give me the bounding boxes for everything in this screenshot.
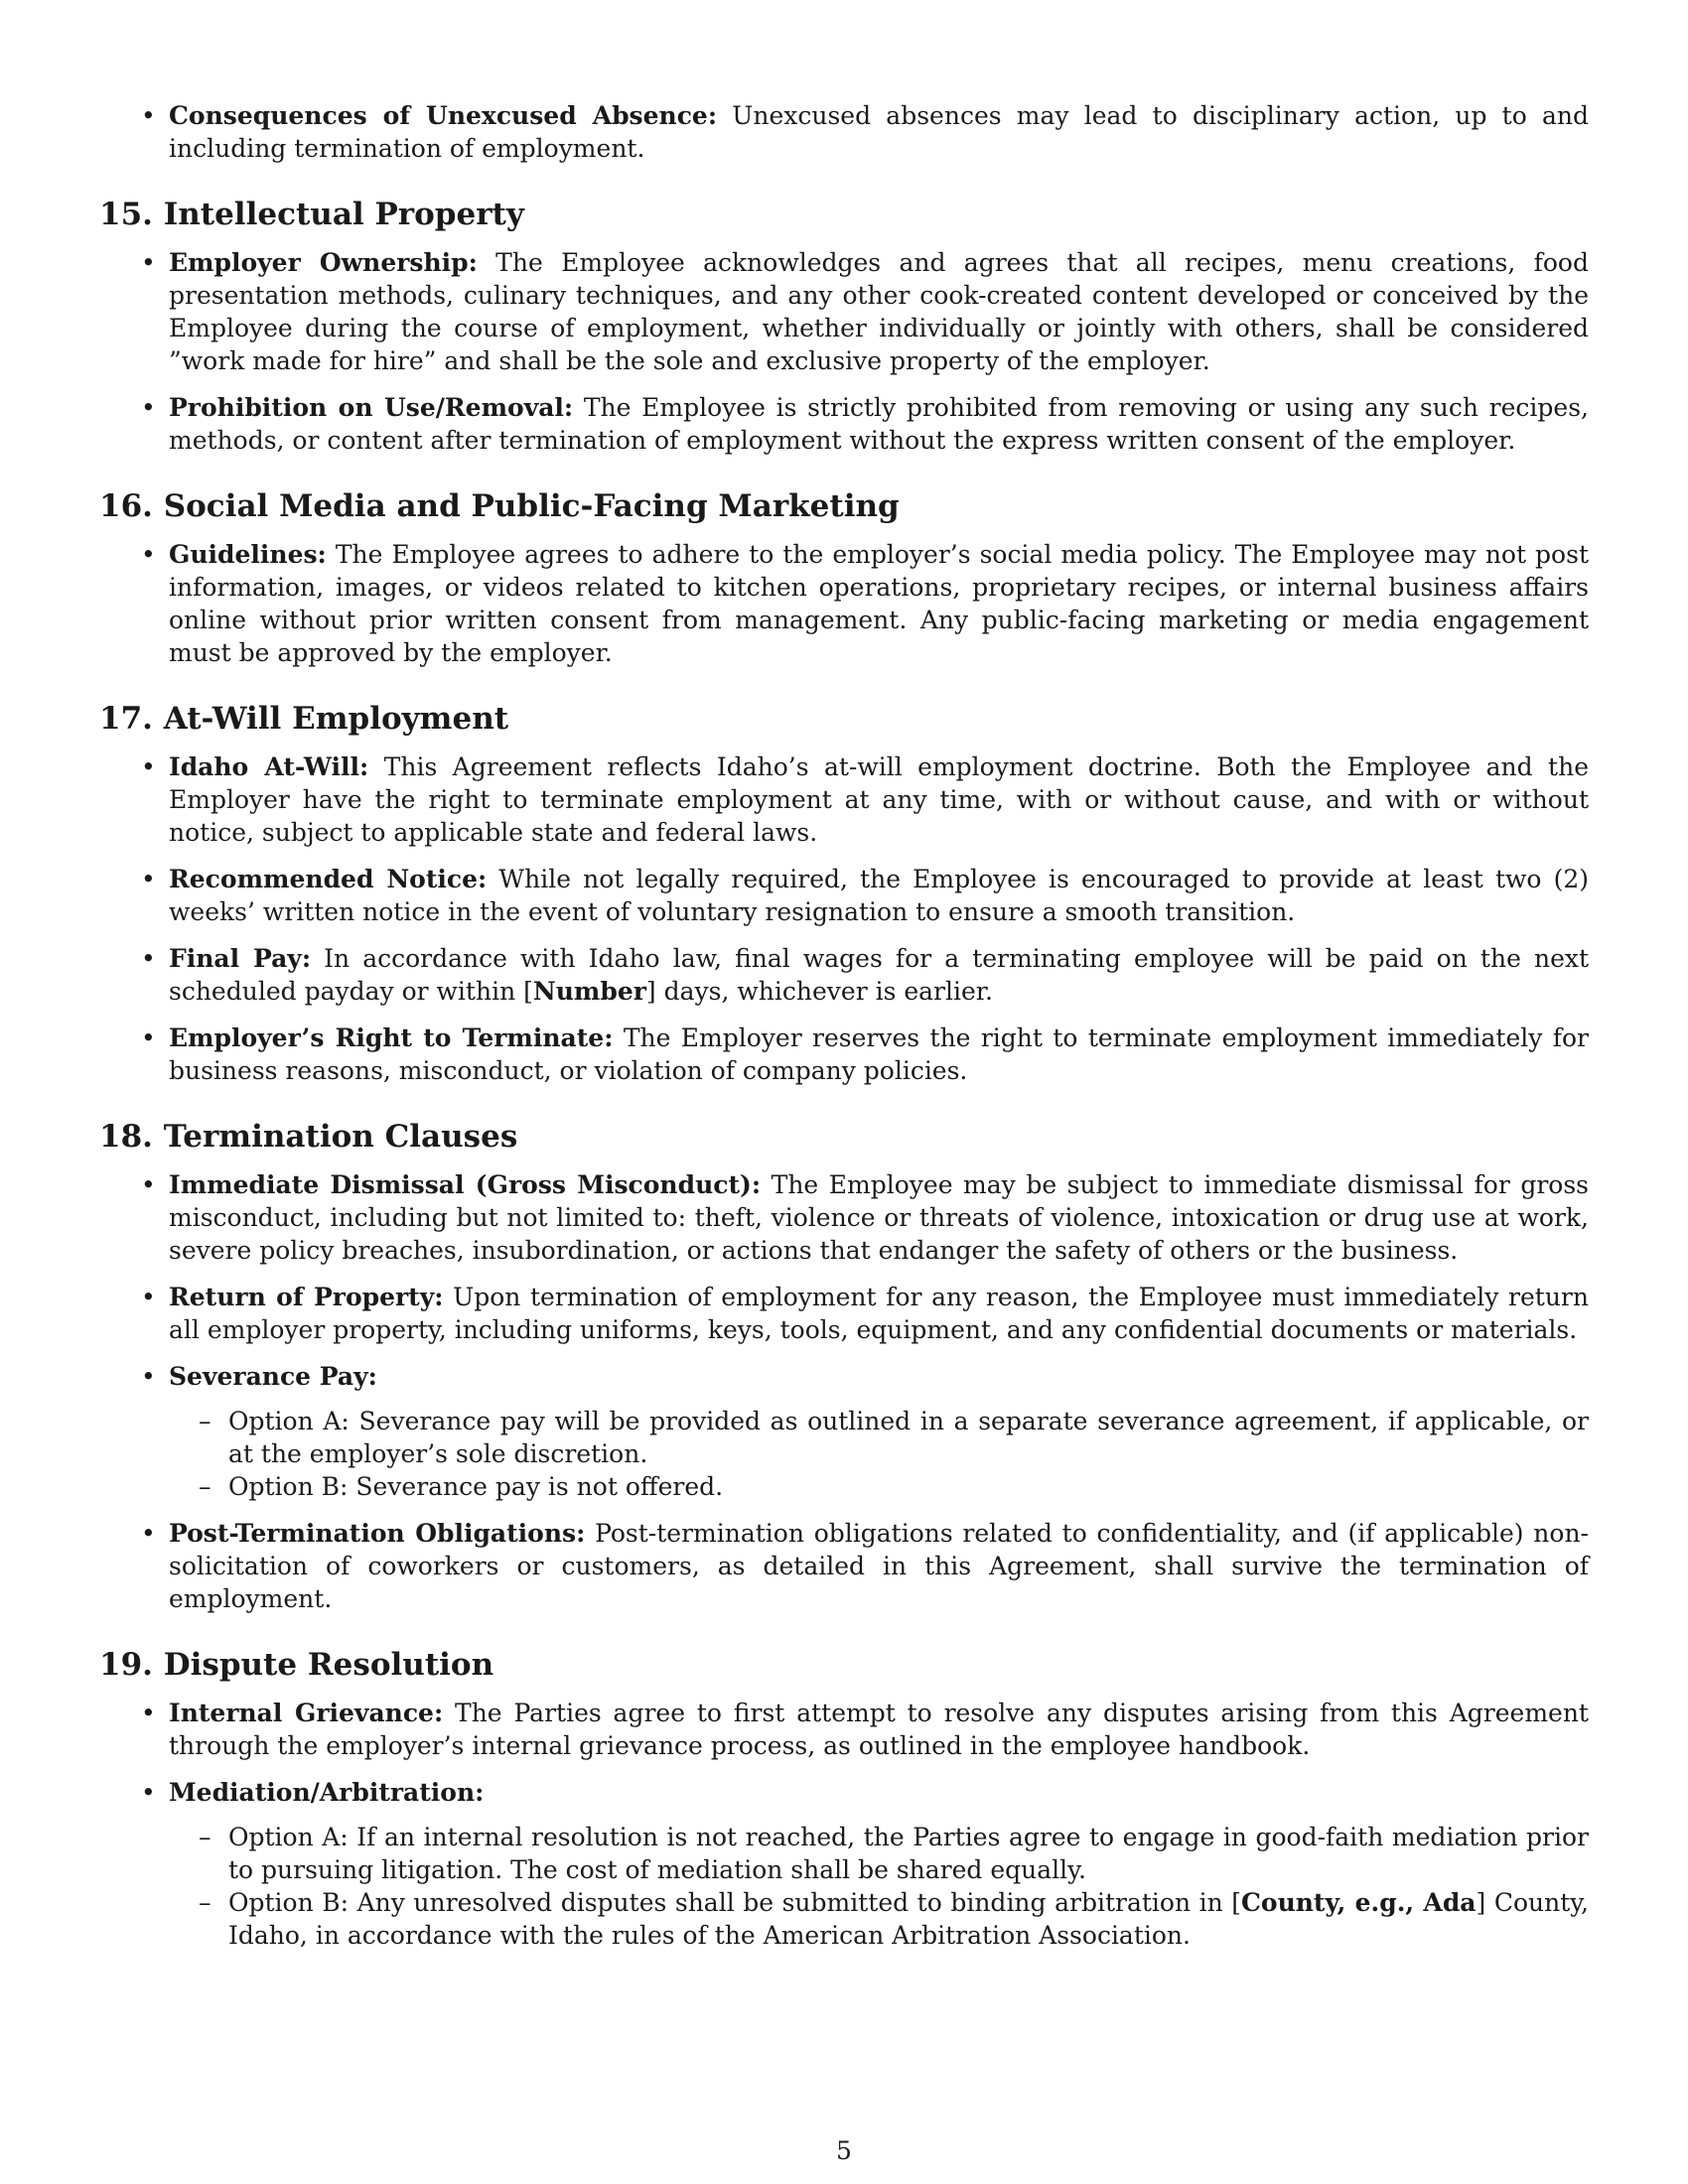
section-at-will-employment — [99, 699, 1590, 1087]
item-text: This Agreement reflects Idaho’s at-will employment doctrine. Both the Employee and the Employer have the right to terminate employment at any time, with or without cause, and with or without notice, subject to applicable state and federal laws. — [169, 752, 1589, 847]
option-text: Option B: Any unresolved disputes shall be submitted to binding arbitration in [ — [228, 1888, 1241, 1917]
list-item — [169, 246, 1589, 377]
section-list — [169, 246, 1589, 457]
section-list — [169, 1697, 1589, 1952]
item-text: The Parties agree to first attempt to resolve any disputes arising from this Agreement through the employer’s internal grievance process, as outlined in the employee handbook. — [169, 1699, 1589, 1760]
list-item — [169, 1281, 1589, 1346]
item-label: Employer’s Right to Terminate: — [169, 1024, 614, 1052]
item-text: ] days, whichever is earlier. — [645, 977, 993, 1006]
item-label: Employer Ownership: — [169, 248, 478, 277]
item-text: The Employee may be subject to immediate dismissal for gross misconduct, including but not limited to: theft, violence or threats of violence, intoxication or drug use at work, severe policy breaches, insubordination, or actions that endanger the safety of others or the business. — [169, 1170, 1590, 1265]
item-label: Consequences of Unexcused Absence: — [169, 101, 718, 130]
section-intellectual-property — [99, 195, 1589, 457]
sub-list-item: – Option A: Severance pay will be provided as outlined in a separate severance agreement, if applicable, or at the employer’s sole discretion. — [228, 1405, 1589, 1470]
mediation-options — [169, 1821, 1589, 1952]
county-placeholder: County, e.g., Ada — [1241, 1888, 1477, 1917]
list-item — [169, 863, 1589, 928]
list-item — [169, 1517, 1589, 1615]
page-number: 5 — [836, 2136, 852, 2165]
list-item — [169, 1168, 1589, 1267]
item-label: Internal Grievance: — [169, 1699, 444, 1727]
item-label: Mediation/Arbitration: — [169, 1778, 485, 1807]
intro-list — [169, 99, 1589, 165]
item-text: While not legally required, the Employee is encouraged to provide at least two (2) weeks’ written notice in the event of voluntary resignation to ensure a smooth transition. — [169, 865, 1589, 926]
section-termination-clauses — [99, 1117, 1590, 1615]
item-text: The Employee acknowledges and agrees that all recipes, menu creations, food presentation methods, culinary techniques, and any other cook-created content developed or conceived by the Employee during the course of employment, whether individually or jointly with others, shall be considered ”work made for hire” and shall be the sole and exclusive property of the employer. — [169, 248, 1589, 375]
list-item — [169, 1022, 1589, 1087]
section-list — [169, 1168, 1589, 1615]
sub-list-item: – Option B: Severance pay is not offered. — [228, 1470, 1589, 1503]
number-placeholder: Number — [532, 977, 646, 1006]
sub-list-item — [228, 1886, 1589, 1952]
section-list — [169, 751, 1589, 1087]
section-heading: 18. Termination Clauses — [99, 1119, 518, 1155]
item-label: Guidelines: — [169, 540, 327, 569]
list-item — [169, 538, 1589, 669]
section-dispute-resolution — [99, 1645, 1589, 1952]
list-item — [169, 391, 1589, 457]
item-label: Immediate Dismissal (Gross Misconduct): — [169, 1170, 762, 1199]
item-text: Upon termination of employment for any reason, the Employee must immediately return all employer property, including uniforms, keys, tools, equipment, and any confidential documents or materials. — [169, 1283, 1589, 1344]
list-item — [169, 1360, 1589, 1503]
section-heading: 16. Social Media and Public-Facing Marketing — [99, 488, 900, 524]
item-label: Idaho At-Will: — [169, 752, 369, 781]
item-label: Final Pay: — [169, 944, 312, 973]
section-social-media — [99, 486, 1589, 669]
list-item — [169, 1776, 1589, 1952]
item-label: Prohibition on Use/Removal: — [169, 393, 574, 422]
severance-options — [169, 1405, 1589, 1503]
item-label: Recommended Notice: — [169, 865, 488, 893]
list-item — [169, 1697, 1589, 1762]
document-body — [99, 99, 1589, 1952]
item-text: Post-termination obligations related to confidentiality, and (if applicable) non-solicitation of coworkers or customers, as detailed in this Agreement, shall survive the termination of employment. — [169, 1519, 1589, 1613]
document-page — [99, 99, 1589, 1966]
section-list — [169, 538, 1589, 669]
item-label: Return of Property: — [169, 1283, 444, 1311]
item-text: The Employer reserves the right to terminate employment immediately for business reasons, misconduct, or violation of company policies. — [169, 1024, 1590, 1085]
item-label: Severance Pay: — [169, 1362, 377, 1391]
list-item — [169, 942, 1589, 1008]
item-text: Unexcused absences may lead to disciplinary action, up to and including termination of employment. — [169, 101, 1590, 163]
list-item — [169, 751, 1589, 849]
option-text: ] County, Idaho, in accordance with the rules of the American Arbitration Association. — [228, 1888, 1589, 1950]
sub-list-item: – Option A: If an internal resolution is not reached, the Parties agree to engage in good-faith mediation prior to pursuing litigation. The cost of mediation shall be shared equally. — [228, 1821, 1589, 1886]
section-heading: 15. Intellectual Property — [99, 197, 524, 232]
list-item — [169, 99, 1589, 165]
item-text: In accordance with Idaho law, final wages for a terminating employee will be paid on the next scheduled payday or within [ — [169, 944, 1590, 1006]
section-heading: 17. At-Will Employment — [99, 701, 509, 737]
item-text: The Employee agrees to adhere to the employer’s social media policy. The Employee may not post information, images, or videos related to kitchen operations, proprietary recipes, or internal business affairs online without prior written consent from management. Any public-facing marketing or media engagement must be approved by the employer. — [169, 540, 1589, 667]
section-heading: 19. Dispute Resolution — [99, 1647, 494, 1683]
item-label: Post-Termination Obligations: — [169, 1519, 586, 1548]
item-text: The Employee is strictly prohibited from removing or using any such recipes, methods, or content after termination of employment without the express written consent of the employer. — [169, 393, 1589, 455]
